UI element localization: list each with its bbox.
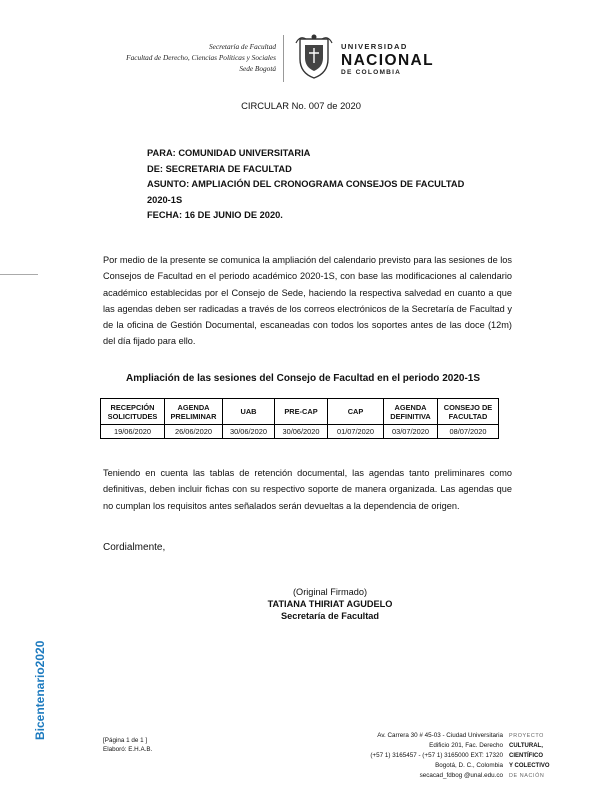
memo-para: PARA: COMUNIDAD UNIVERSITARIA (147, 148, 311, 158)
header-divider (283, 35, 284, 82)
university-shield-icon (294, 33, 334, 80)
footer-address (303, 731, 503, 781)
schedule-table (100, 398, 499, 439)
brand-line: PROYECTO (509, 733, 544, 739)
email-line: secacad_fdbog @unal.edu.co (419, 772, 503, 779)
table-title: Ampliación de las sesiones del Consejo de Facultad en el periodo 2020-1S (126, 373, 480, 384)
table-cell: 08/07/2020 (438, 425, 499, 439)
document-title: CIRCULAR No. 007 de 2020 (241, 100, 361, 111)
faculty-header (36, 41, 276, 74)
address-line: Edificio 201, Fac. Derecho (429, 742, 503, 749)
address-line: Bogotá, D. C., Colombia (435, 762, 503, 769)
brand-line: CIENTÍFICO (509, 753, 543, 759)
paragraph-requirements: Teniendo en cuenta las tablas de retención documental, las agendas tanto preliminares como definitivas, deben incluir fichas con su respectivo soporte de manera organizada. Las agendas que no cumplan los requisitos antes señalados serán devueltas a la dependencia de origen. (103, 468, 512, 511)
table-header-cell: PRE-CAP (275, 399, 328, 425)
address-line: Av. Carrera 30 # 45-03 - Ciudad Universitaria (377, 732, 503, 739)
brand-line: DE NACIÓN (509, 773, 545, 779)
table-cell: 01/07/2020 (328, 425, 384, 439)
footer-meta (103, 737, 152, 754)
faculty-line: Sede Bogotá (239, 64, 276, 73)
faculty-line: Facultad de Derecho, Ciencias Políticas y Sociales (126, 53, 276, 62)
table-cell: 19/06/2020 (101, 425, 165, 439)
paragraph-intro: Por medio de la presente se comunica la ampliación del calendario previsto para las sesiones de los Consejos de Facultad en el periodo académico 2020-1S, con base las modificaciones al calendario académico establecidas por el Consejo de Sede, haciendo la respectiva salvedad en cuanto a que las agendas deben ser radicadas a través de los correos electrónicos de la Secretaría de Facultad y de la oficina de Gestión Documental, escaneadas con todos los soportes antes de las doce (12m) del día fijado para ello. (103, 255, 512, 347)
faculty-line: Secretaría de Facultad (208, 42, 276, 51)
bicentenario-logo (33, 640, 53, 740)
memo-block (147, 146, 487, 224)
memo-fecha: FECHA: 16 DE JUNIO DE 2020. (147, 210, 283, 220)
margin-line (0, 274, 38, 275)
table-header-cell: AGENDA PRELIMINAR (165, 399, 223, 425)
university-line1: UNIVERSIDAD (341, 42, 408, 51)
table-header-cell: CONSEJO DE FACULTAD (438, 399, 499, 425)
table-header-cell: AGENDA DEFINITIVA (384, 399, 438, 425)
table-header-row (101, 399, 499, 425)
address-line: (+57 1) 3165457 - (+57 1) 3165000 EXT: 17320 (370, 752, 503, 759)
memo-asunto: ASUNTO: AMPLIACIÓN DEL CRONOGRAMA CONSEJOS DE FACULTAD 2020-1S (147, 179, 465, 205)
signature-role: Secretaría de Facultad (280, 611, 380, 621)
signature-note: (Original Firmado) (292, 587, 368, 597)
page-number: [Página 1 de 1 ] (103, 737, 148, 744)
table-header-cell: CAP (328, 399, 384, 425)
table-row (101, 425, 499, 439)
footer-brand (509, 731, 550, 781)
university-line3: DE COLOMBIA (341, 69, 402, 76)
closing-text: Cordialmente, (103, 542, 166, 553)
university-line2: NACIONAL (341, 52, 434, 69)
bicentenario-text: Bicentenario2020 (33, 640, 47, 740)
table-cell: 30/06/2020 (275, 425, 328, 439)
table-cell: 30/06/2020 (223, 425, 275, 439)
table-header-cell: RECEPCIÓN SOLICITUDES (101, 399, 165, 425)
signature-block (0, 586, 602, 622)
table-header-cell: UAB (223, 399, 275, 425)
elaborated-by: Elaboró: E.H.A.B. (103, 745, 153, 753)
signature-name: TATIANA THIRIAT AGUDELO (267, 599, 393, 609)
memo-de: DE: SECRETARIA DE FACULTAD (147, 163, 292, 174)
brand-line: CULTURAL, (509, 743, 543, 749)
table-cell: 26/06/2020 (165, 425, 223, 439)
table-cell: 03/07/2020 (384, 425, 438, 439)
university-logo (341, 42, 434, 76)
brand-line: Y COLECTIVO (509, 763, 550, 769)
